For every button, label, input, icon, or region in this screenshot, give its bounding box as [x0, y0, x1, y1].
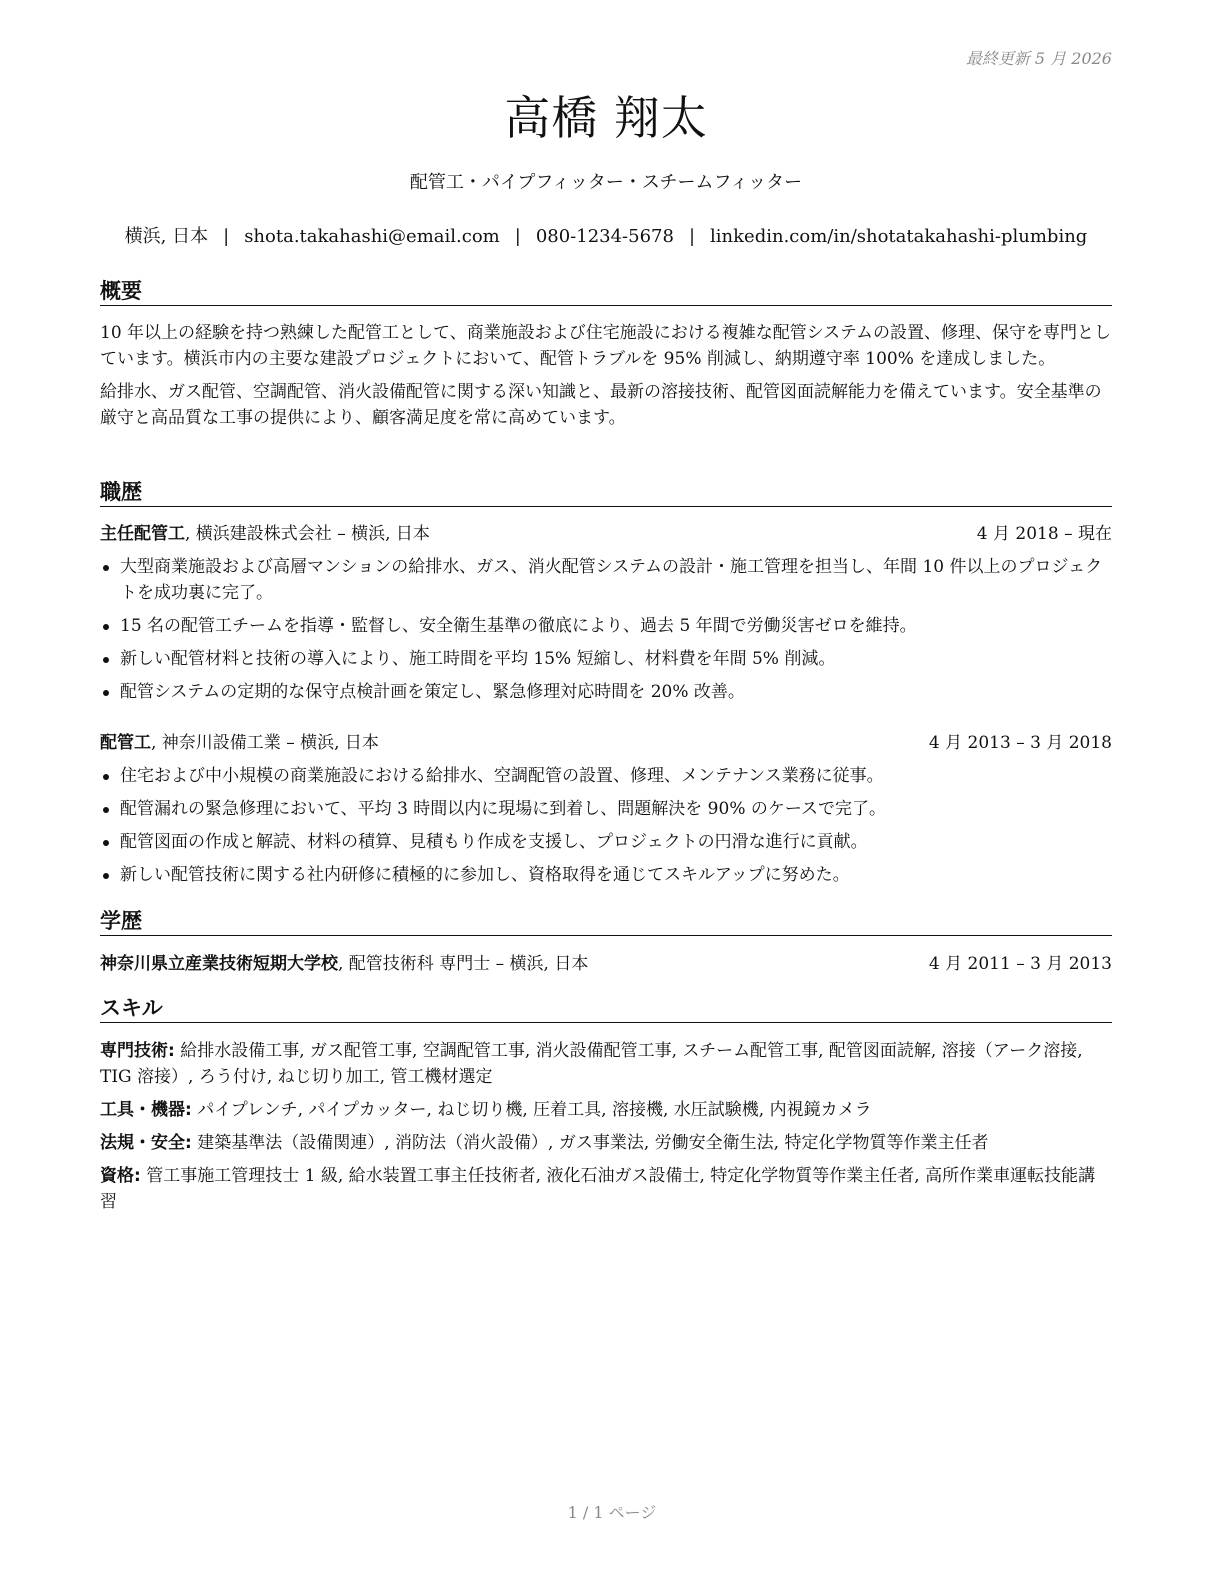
job-title-line — [100, 730, 379, 756]
job-bullet: 新しい配管材料と技術の導入により、施工時間を平均 15% 短縮し、材料費を年間 5% 削減。 — [100, 646, 1112, 672]
contact-location: 横浜, 日本 — [124, 226, 209, 247]
contact-separator: | — [688, 226, 696, 247]
education-header — [100, 951, 1112, 977]
job-dates: 4 月 2018 – 現在 — [976, 524, 1112, 544]
candidate-name: 高橋 翔太 — [504, 91, 708, 145]
section-title-summary: 概要 — [100, 277, 1112, 306]
skill-row — [100, 1130, 1112, 1156]
skill-text: 給排水設備工事, ガス配管工事, 空調配管工事, 消火設備配管工事, スチーム配管工事, 配管図面読解, 溶接（アーク溶接, TIG 溶接）, ろう付け, ねじ切り加工, 管工機材選定 — [100, 1041, 1083, 1087]
contact-separator: | — [223, 226, 230, 247]
skill-row — [100, 1038, 1112, 1090]
job-entry — [100, 521, 1112, 705]
contact-email[interactable]: shota.takahashi@email.com — [244, 226, 500, 247]
job-bullet: 配管図面の作成と解読、材料の積算、見積もり作成を支援し、プロジェクトの円滑な進行に貢献。 — [100, 829, 1112, 855]
job-bullet: 新しい配管技術に関する社内研修に積極的に参加し、資格取得を通じてスキルアップに努めた。 — [100, 862, 1112, 888]
section-title-education: 学歴 — [100, 907, 1112, 936]
job-bullet: 15 名の配管工チームを指導・監督し、安全衛生基準の徹底により、過去 5 年間で労働災害ゼロを維持。 — [100, 613, 1112, 639]
skill-text: パイプレンチ, パイプカッター, ねじ切り機, 圧着工具, 溶接機, 水圧試験機, 内視鏡カメラ — [191, 1100, 872, 1120]
last-updated: 最終更新 5 月 2026 — [965, 49, 1112, 68]
job-header — [100, 730, 1112, 756]
job-bullet: 住宅および中小規模の商業施設における給排水、空調配管の設置、修理、メンテナンス業務に従事。 — [100, 763, 1112, 789]
skill-label: 資格: — [100, 1166, 141, 1186]
job-org: , 神奈川設備工業 – 横浜, 日本 — [151, 733, 379, 753]
job-bullet: 大型商業施設および高層マンションの給排水、ガス、消火配管システムの設計・施工管理を担当し、年間 10 件以上のプロジェクトを成功裏に完了。 — [100, 554, 1112, 606]
contact-line — [100, 224, 1112, 250]
job-header — [100, 521, 1112, 547]
job-entry — [100, 730, 1112, 888]
job-bullets — [100, 554, 1112, 705]
job-bullet: 配管システムの定期的な保守点検計画を策定し、緊急修理対応時間を 20% 改善。 — [100, 679, 1112, 705]
section-title-experience: 職歴 — [100, 478, 1112, 507]
summary-paragraph: 給排水、ガス配管、空調配管、消火設備配管に関する深い知識と、最新の溶接技術、配管図面読解能力を備えています。安全基準の厳守と高品質な工事の提供により、顧客満足度を常に高めています。 — [100, 382, 1102, 428]
job-bullet: 配管漏れの緊急修理において、平均 3 時間以内に現場に到着し、問題解決を 90% のケースで完了。 — [100, 796, 1112, 822]
job-dates: 4 月 2013 – 3 月 2018 — [928, 733, 1112, 753]
job-org: , 横浜建設株式会社 – 横浜, 日本 — [185, 524, 430, 544]
education-detail: , 配管技術科 専門士 – 横浜, 日本 — [338, 954, 589, 974]
summary-paragraph: 10 年以上の経験を持つ熟練した配管工として、商業施設および住宅施設における複雑な配管システムの設置、修理、保守を専門としています。横浜市内の主要な建設プロジェクトにおいて、配管トラブルを 95% 削減し、納期遵守率 100% を達成しました。 — [100, 323, 1111, 369]
contact-phone: 080-1234-5678 — [535, 226, 674, 247]
education-school: 神奈川県立産業技術短期大学校 — [100, 954, 338, 974]
summary-section — [100, 320, 1112, 438]
education-dates: 4 月 2011 – 3 月 2013 — [928, 954, 1112, 974]
contact-linkedin[interactable]: linkedin.com/in/shotatakahashi-plumbing — [710, 226, 1088, 247]
skill-label: 工具・機器: — [100, 1100, 192, 1120]
skill-label: 法規・安全: — [100, 1133, 192, 1153]
contact-separator: | — [514, 226, 521, 247]
job-role: 主任配管工 — [100, 524, 185, 544]
education-line — [100, 951, 588, 977]
job-tagline: 配管工・パイプフィッター・スチームフィッター — [409, 172, 803, 193]
skill-label: 専門技術: — [100, 1041, 175, 1061]
skill-row — [100, 1163, 1112, 1215]
job-role: 配管工 — [100, 733, 151, 753]
skill-text: 建築基準法（設備関連）, 消防法（消火設備）, ガス事業法, 労働安全衛生法, 特定化学物質等作業主任者 — [191, 1133, 989, 1153]
skill-row — [100, 1097, 1112, 1123]
job-title-line — [100, 521, 430, 547]
skills-section — [100, 1038, 1112, 1222]
job-bullets — [100, 763, 1112, 888]
section-title-skills: スキル — [100, 994, 1112, 1023]
skill-text: 管工事施工管理技士 1 級, 給水装置工事主任技術者, 液化石油ガス設備士, 特定化学物質等作業主任者, 高所作業車運転技能講習 — [100, 1166, 1096, 1212]
education-entry — [100, 951, 1112, 977]
page-number: 1 / 1 ページ — [567, 1503, 657, 1522]
